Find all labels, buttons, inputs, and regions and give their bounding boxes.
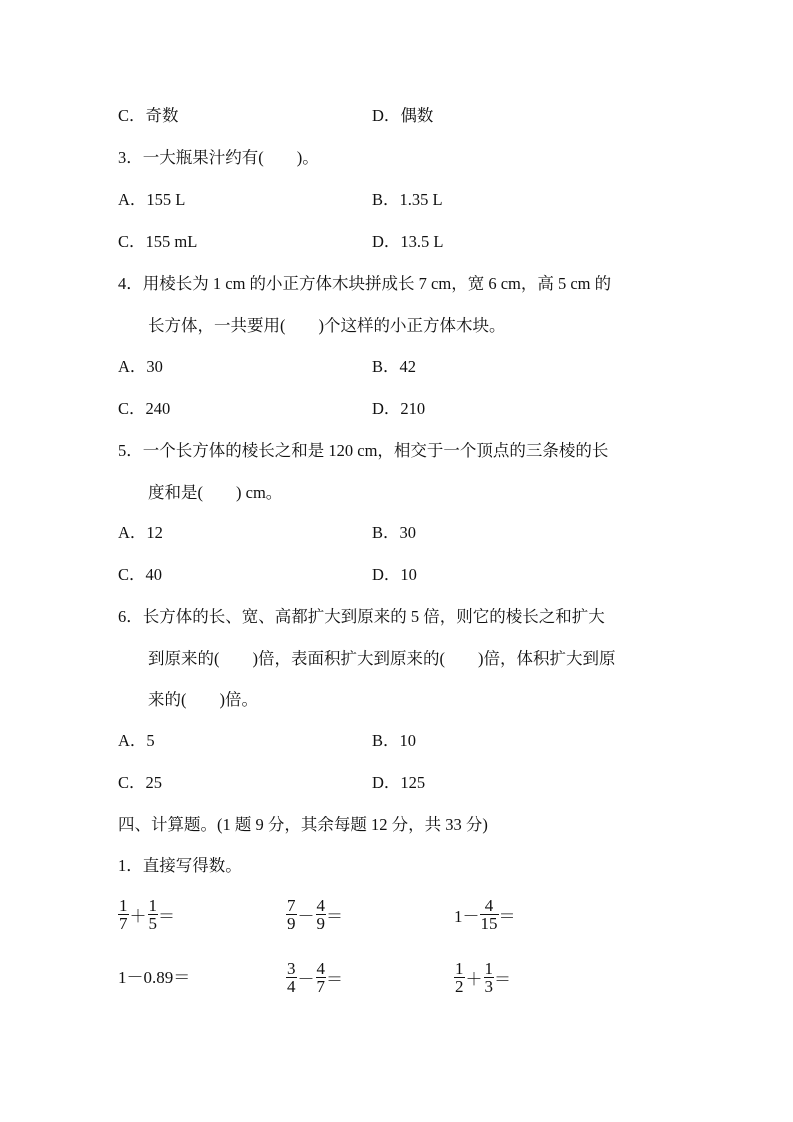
q3-option-a: A．155 L <box>118 190 186 209</box>
denominator: 7 <box>316 977 325 996</box>
q5-option-b: B．30 <box>372 523 417 542</box>
q2-option-c: C．奇数 <box>118 106 179 125</box>
numerator: 7 <box>287 896 296 915</box>
calc-expression-3 <box>454 897 516 932</box>
q4-stem-line2: 长方体，一共要用( )个这样的小正方体木块。 <box>148 316 506 335</box>
q6-option-a: A．5 <box>118 731 155 750</box>
q6-option-b: B．10 <box>372 731 417 750</box>
denominator: 3 <box>484 977 493 996</box>
q6-stem-line3: 来的( )倍。 <box>148 690 258 709</box>
equals: ＝ <box>494 970 511 989</box>
calc-expression-6 <box>454 960 511 995</box>
numerator: 1 <box>455 959 464 978</box>
operator: － <box>297 970 315 989</box>
q5-stem-line1: 5．一个长方体的棱长之和是 120 cm，相交于一个顶点的三条棱的长 <box>118 441 609 460</box>
numerator: 1 <box>148 896 157 915</box>
q3-stem: 3．一大瓶果汁约有( )。 <box>118 148 319 167</box>
equals: ＝ <box>158 907 175 926</box>
q6-option-d: D．125 <box>372 773 426 792</box>
q4-option-b: B．42 <box>372 357 417 376</box>
q5-option-c: C．40 <box>118 565 163 584</box>
section-4-q1: 1．直接写得数。 <box>118 856 242 875</box>
numerator: 3 <box>287 959 296 978</box>
numerator: 4 <box>480 897 499 915</box>
expression-text: 1－0.89＝ <box>118 968 191 987</box>
q4-option-d: D．210 <box>372 399 426 418</box>
q4-option-a: A．30 <box>118 357 163 376</box>
denominator: 9 <box>287 914 296 933</box>
calc-expression-1 <box>118 897 175 932</box>
q2-option-d: D．偶数 <box>372 106 434 125</box>
q5-option-d: D．10 <box>372 565 417 584</box>
denominator: 7 <box>119 914 128 933</box>
q6-option-c: C．25 <box>118 773 163 792</box>
q6-stem-line2: 到原来的( )倍，表面积扩大到原来的( )倍，体积扩大到原 <box>148 649 616 668</box>
denominator: 4 <box>287 977 296 996</box>
numerator: 1 <box>484 959 493 978</box>
operator: － <box>297 907 315 926</box>
equals: ＝ <box>326 970 343 989</box>
denominator: 2 <box>455 977 464 996</box>
equals: ＝ <box>326 907 343 926</box>
q6-stem-line1: 6．长方体的长、宽、高都扩大到原来的 5 倍，则它的棱长之和扩大 <box>118 607 605 626</box>
numerator: 4 <box>316 896 325 915</box>
q3-option-c: C．155 mL <box>118 232 198 251</box>
numerator: 4 <box>316 959 325 978</box>
numerator: 1 <box>119 896 128 915</box>
denominator: 9 <box>316 914 325 933</box>
denominator: 5 <box>148 914 157 933</box>
q4-option-c: C．240 <box>118 399 171 418</box>
calc-expression-2 <box>286 897 343 932</box>
lead-term: 1－ <box>454 907 480 926</box>
q3-option-d: D．13.5 L <box>372 232 444 251</box>
section-4-title: 四、计算题。(1 题 9 分，其余每题 12 分，共 33 分) <box>118 815 488 834</box>
calc-expression-5 <box>286 960 343 995</box>
equals: ＝ <box>498 907 516 926</box>
operator: ＋ <box>129 907 147 926</box>
denominator: 15 <box>480 914 498 933</box>
q5-option-a: A．12 <box>118 523 163 542</box>
q4-stem-line1: 4．用棱长为 1 cm 的小正方体木块拼成长 7 cm，宽 6 cm，高 5 cm 的 <box>118 274 612 293</box>
q5-stem-line2: 度和是( ) cm。 <box>148 483 283 502</box>
operator: ＋ <box>465 970 483 989</box>
calc-expression-4 <box>118 960 190 996</box>
q3-option-b: B．1.35 L <box>372 190 443 209</box>
